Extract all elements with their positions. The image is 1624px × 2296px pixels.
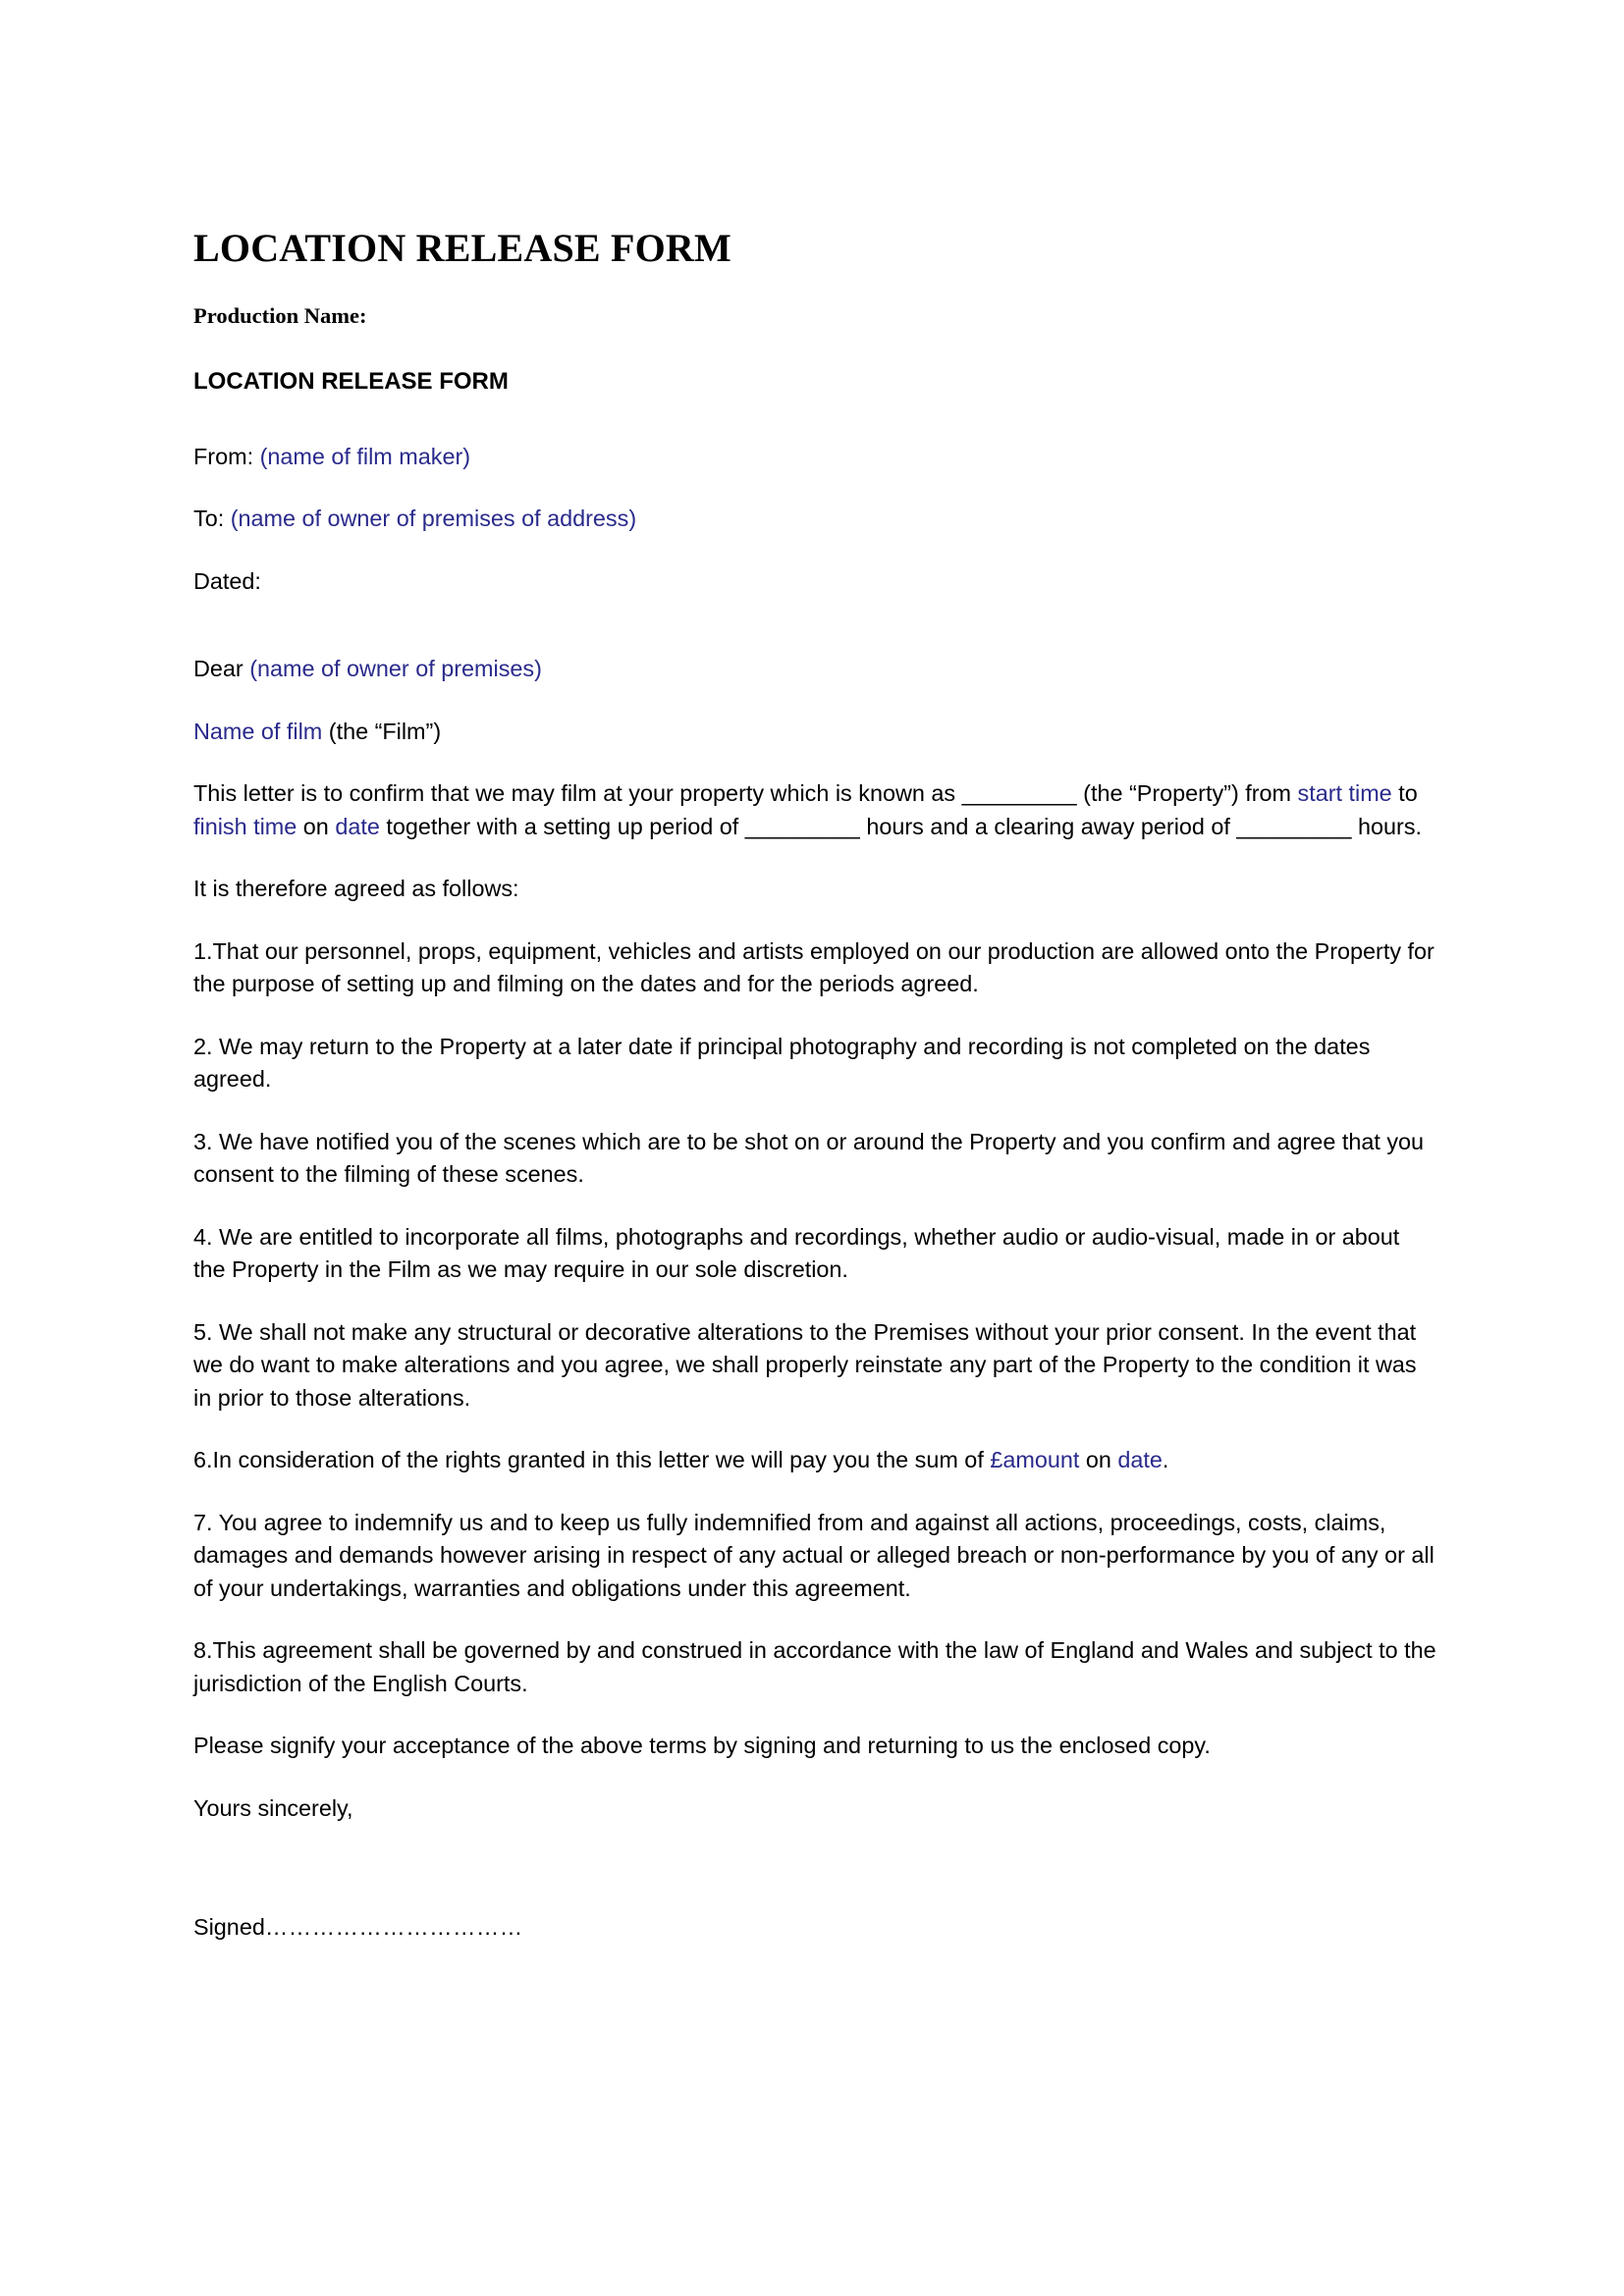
sign-off: Yours sincerely, xyxy=(193,1794,353,1821)
page-title: LOCATION RELEASE FORM xyxy=(193,226,731,270)
intro-part5: together with a setting up period of xyxy=(379,813,745,839)
clause-2 xyxy=(193,1031,1437,1096)
finish-time-placeholder: finish time xyxy=(193,813,298,839)
agreed-intro: It is therefore agreed as follows: xyxy=(193,876,519,902)
production-name-label: Production Name: xyxy=(193,303,367,328)
from-line xyxy=(193,441,1437,474)
clause-1-number: 1. xyxy=(193,937,213,964)
clause-3-text: We have notified you of the scenes which are to be shot on or around the Property and you confirm and agree that you consent to the filming of these scenes. xyxy=(193,1128,1425,1188)
setup-period-blank[interactable]: _________ xyxy=(744,813,860,839)
document-subtitle: LOCATION RELEASE FORM xyxy=(193,368,509,395)
spacer-after-dated xyxy=(193,627,1437,653)
intro-part6: hours and a clearing away period of xyxy=(859,813,1237,839)
clause-8-text: This agreement shall be governed by and construed in accordance with the law of England and Wales and subject to the jurisdiction of the English Courts. xyxy=(193,1637,1436,1696)
start-time-placeholder: start time xyxy=(1297,780,1392,807)
clause-7 xyxy=(193,1507,1437,1606)
clause-4-number: 4. xyxy=(193,1223,220,1250)
intro-part1: This letter is to confirm that we may film at your property which is known as xyxy=(193,780,962,807)
clause-6-part2: on xyxy=(1079,1447,1118,1473)
dear-placeholder: (name of owner of premises) xyxy=(249,656,542,682)
date-placeholder: date xyxy=(335,813,380,839)
clause-2-number: 2. xyxy=(193,1033,220,1059)
clause-4 xyxy=(193,1221,1437,1287)
intro-part2: (the “Property”) from xyxy=(1076,780,1298,807)
film-name-suffix: (the “Film”) xyxy=(322,718,442,744)
clause-2-text: We may return to the Property at a later date if principal photography and recording is not completed on the dates agreed. xyxy=(193,1033,1371,1093)
from-placeholder: (name of film maker) xyxy=(259,443,471,469)
spacer-before-signature xyxy=(193,1854,1437,1911)
salutation-line xyxy=(193,653,1437,686)
clause-1 xyxy=(193,935,1437,1001)
signed-label: Signed xyxy=(193,1914,265,1941)
clause-5-number: 5. xyxy=(193,1318,220,1345)
to-line xyxy=(193,503,1437,536)
clause-6-part1: In consideration of the rights granted in this letter we will pay you the sum of xyxy=(212,1447,991,1473)
intro-part4: on xyxy=(297,813,336,839)
signature-dotted-line[interactable]: …………………………… xyxy=(264,1914,523,1941)
intro-paragraph xyxy=(193,777,1437,843)
payment-date-placeholder: date xyxy=(1117,1447,1163,1473)
clause-8 xyxy=(193,1634,1437,1700)
dear-label: Dear xyxy=(193,656,250,682)
signature-line xyxy=(193,1911,1437,1945)
dated-label: Dated: xyxy=(193,567,261,594)
film-name-placeholder: Name of film xyxy=(193,718,323,744)
clause-4-text: We are entitled to incorporate all films, photographs and recordings, whether audio or audio-visual, made in or about the Property in the Film as we may require in our sole discretion. xyxy=(193,1223,1400,1283)
intro-part3: to xyxy=(1391,780,1418,807)
acceptance-paragraph: Please signify your acceptance of the above terms by signing and returning to us the enclosed copy. xyxy=(193,1733,1211,1759)
clause-7-number: 7. xyxy=(193,1509,219,1535)
clause-6-part3: . xyxy=(1162,1447,1169,1473)
clause-8-number: 8. xyxy=(193,1637,213,1664)
clause-3-number: 3. xyxy=(193,1128,220,1154)
dated-line xyxy=(193,565,1437,599)
from-label: From: xyxy=(193,443,260,469)
clearing-period-blank[interactable]: _________ xyxy=(1236,813,1352,839)
to-placeholder: (name of owner of premises of address) xyxy=(230,506,637,532)
clause-5-text: We shall not make any structural or decorative alterations to the Premises without your prior consent. In the event that we do want to make alterations and you agree, we shall properly reinstate any part of the Property to the condition it was in prior to those alterations. xyxy=(193,1318,1417,1411)
to-label: To: xyxy=(193,506,231,532)
property-name-blank[interactable]: _________ xyxy=(961,780,1077,807)
film-name-line xyxy=(193,716,1437,749)
clause-6-number: 6. xyxy=(193,1447,213,1473)
clause-5 xyxy=(193,1316,1437,1415)
clause-7-text: You agree to indemnify us and to keep us fully indemnified from and against all actions, proceedings, costs, claims, damages and demands however arising in respect of any actual or alleged breach or non-performance by you of any or all of your undertakings, warranties and obligations under this agreement. xyxy=(193,1509,1435,1601)
clause-3 xyxy=(193,1126,1437,1192)
clause-6 xyxy=(193,1444,1437,1477)
clause-1-text: That our personnel, props, equipment, vehicles and artists employed on our production are allowed onto the Property for the purpose of setting up and filming on the dates and for the periods agreed. xyxy=(193,937,1435,997)
intro-part7: hours. xyxy=(1351,813,1423,839)
amount-placeholder: £amount xyxy=(990,1447,1080,1473)
